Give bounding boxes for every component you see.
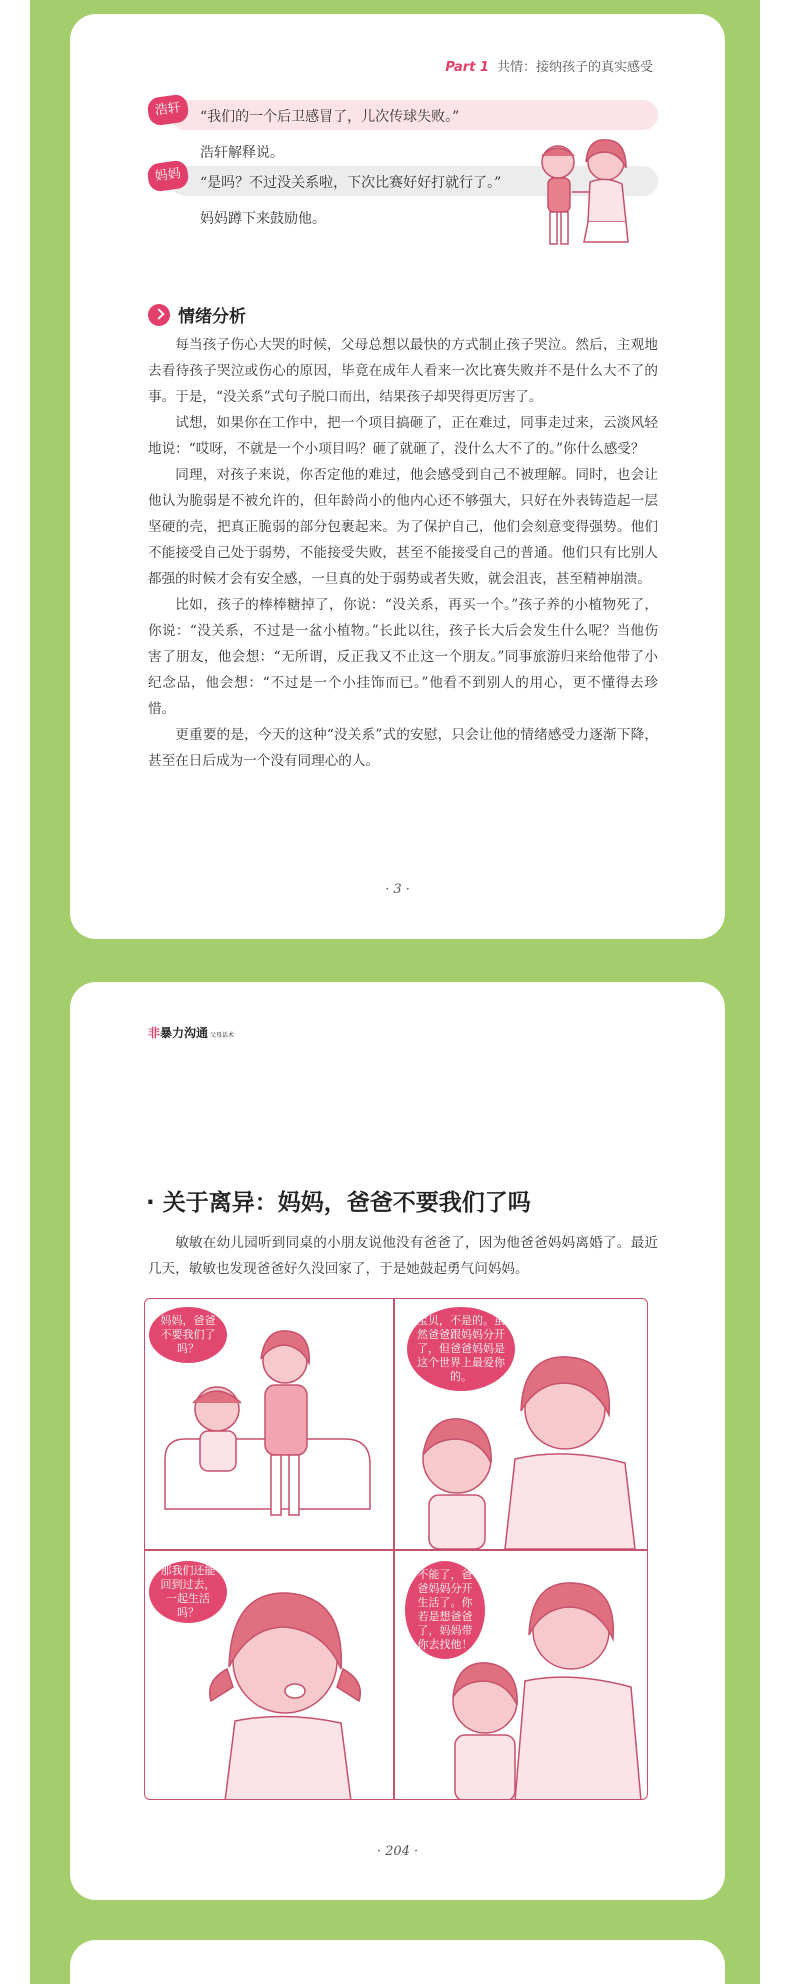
- paragraph: 试想，如果你在工作中，把一个项目搞砸了，正在难过，同事走过来，云淡风轻地说：“哎呀，不就是一个小项目吗？砸了就砸了，没什么大不了的。”你什么感受？: [148, 415, 658, 457]
- dialogue-quote: “是吗？不过没关系啦，下次比赛好好打就行了。”: [200, 175, 502, 191]
- comic-strip: [144, 1298, 648, 1800]
- paragraph: 更重要的是，今天的这种“没关系”式的安慰，只会让他的情绪感受力逐渐下降，甚至在日后成为一个没有同理心的人。: [148, 727, 658, 769]
- speech-bubble: 不能了，爸爸妈妈分开生活了。你若是想爸爸了，妈妈带你去找他！: [405, 1561, 485, 1659]
- analysis-body: [148, 332, 658, 774]
- book-page-3: [70, 14, 725, 939]
- book-logo: 非暴力沟通 父母话术: [148, 1026, 235, 1040]
- section-title: · 关于离异：妈妈，爸爸不要我们了吗: [146, 1190, 531, 1216]
- arrow-right-icon: [148, 304, 170, 326]
- page-number: · 204 ·: [376, 1844, 419, 1859]
- part-label: Part 1: [445, 60, 489, 75]
- page-number: · 3 ·: [385, 882, 410, 897]
- speaker-tag: 浩轩: [146, 93, 190, 126]
- paragraph: 同理，对孩子来说，你否定他的难过，他会感受到自己不被理解。同时，也会让他认为脆弱是不被允许的，但年龄尚小的他内心还不够强大，只好在外表铸造起一层坚硬的壳，把真正脆弱的部分包裹起来。为了保护自己，他们会刻意变得强势。他们不能接受自己处于弱势，不能接受失败，甚至不能接受自己的普通。他们只有比别人都强的时候才会有安全感，一旦真的处于弱势或者失败，就会沮丧，甚至精神崩溃。: [148, 467, 658, 587]
- dialogue-narration: 妈妈蹲下来鼓励他。: [200, 211, 326, 227]
- book-page-next: [70, 1940, 725, 1984]
- paragraph: 敏敏在幼儿园听到同桌的小朋友说他没有爸爸了，因为他爸爸妈妈离婚了。最近几天，敏敏也发现爸爸好久没回家了，于是她鼓起勇气问妈妈。: [148, 1235, 658, 1277]
- section-heading: [148, 302, 246, 327]
- paragraph: 比如，孩子的棒棒糖掉了，你说：“没关系，再买一个。”孩子养的小植物死了，你说：“没关系，不过是一盆小植物。”长此以往，孩子长大后会发生什么呢？当他伤害了朋友，他会想：“无所谓，反正我又不止这一个朋友。”同事旅游归来给他带了小纪念品，他会想：“不过是一个小挂饰而已。”他看不到别人的用心，更不懂得去珍惜。: [148, 597, 658, 717]
- dialogue-quote: “我们的一个后卫感冒了，儿次传球失败。”: [200, 109, 460, 125]
- speech-bubble: 宝贝，不是的。虽然爸爸跟妈妈分开了，但爸爸妈妈是这个世界上最爱你的。: [407, 1307, 515, 1391]
- section-title: 情绪分析: [178, 307, 246, 327]
- running-head: [445, 56, 653, 75]
- speaker-tag: 妈妈: [146, 159, 190, 192]
- book-page-204: [70, 982, 725, 1900]
- paragraph: 每当孩子伤心大哭的时候，父母总想以最快的方式制止孩子哭泣。然后，主观地去看待孩子哭泣或伤心的原因，毕竟在成年人看来一次比赛失败并不是什么大不了的事。于是，“没关系”式句子脱口而出，结果孩子却哭得更厉害了。: [148, 337, 658, 405]
- intro-paragraph: [148, 1230, 658, 1282]
- chapter-title: 共情：接纳孩子的真实感受: [496, 60, 653, 75]
- dialogue-narration: 浩轩解释说。: [200, 145, 284, 161]
- speech-bubble: 妈妈，爸爸不要我们了吗？: [149, 1307, 227, 1363]
- mother-son-illustration: [528, 132, 638, 262]
- speech-bubble: 那我们还能回到过去，一起生活吗？: [149, 1561, 227, 1623]
